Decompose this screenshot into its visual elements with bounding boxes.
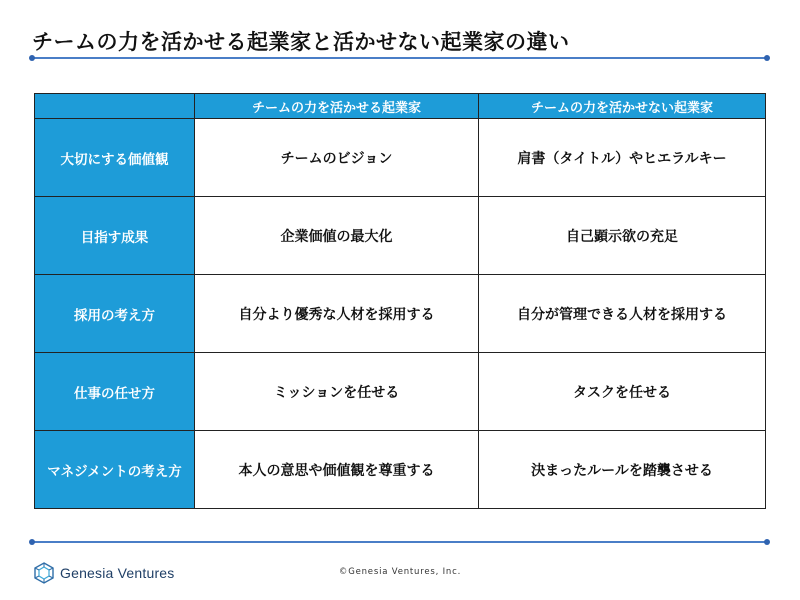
table-row [35, 119, 766, 197]
table-header-row [35, 94, 766, 119]
cell-can-leverage: 本人の意思や価値観を尊重する [195, 431, 479, 509]
header-corner-cell [35, 94, 195, 119]
header-cannot-leverage: チームの力を活かせない起業家 [479, 94, 766, 119]
row-label: 仕事の任せ方 [35, 353, 195, 431]
copyright-notice: ©Genesia Ventures, Inc. [338, 567, 462, 577]
cell-cannot-leverage: 自己顕示欲の充足 [479, 197, 766, 275]
footer-divider [32, 541, 767, 543]
row-label: マネジメントの考え方 [35, 431, 195, 509]
title-divider [32, 57, 767, 59]
cell-can-leverage: ミッションを任せる [195, 353, 479, 431]
slide-title: チームの力を活かせる起業家と活かせない起業家の違い [32, 30, 570, 54]
table-row [35, 197, 766, 275]
table-row [35, 431, 766, 509]
cell-can-leverage: 企業価値の最大化 [195, 197, 479, 275]
header-can-leverage: チームの力を活かせる起業家 [195, 94, 479, 119]
row-label: 目指す成果 [35, 197, 195, 275]
row-label: 大切にする価値観 [35, 119, 195, 197]
table-row [35, 353, 766, 431]
row-label: 採用の考え方 [35, 275, 195, 353]
table-row [35, 275, 766, 353]
cell-can-leverage: チームのビジョン [195, 119, 479, 197]
cell-can-leverage: 自分より優秀な人材を採用する [195, 275, 479, 353]
cell-cannot-leverage: 決まったルールを踏襲させる [479, 431, 766, 509]
brand-name: Genesia Ventures [60, 565, 175, 581]
cell-cannot-leverage: 肩書（タイトル）やヒエラルキー [479, 119, 766, 197]
cell-cannot-leverage: 自分が管理できる人材を採用する [479, 275, 766, 353]
cell-cannot-leverage: タスクを任せる [479, 353, 766, 431]
comparison-table [34, 93, 766, 509]
